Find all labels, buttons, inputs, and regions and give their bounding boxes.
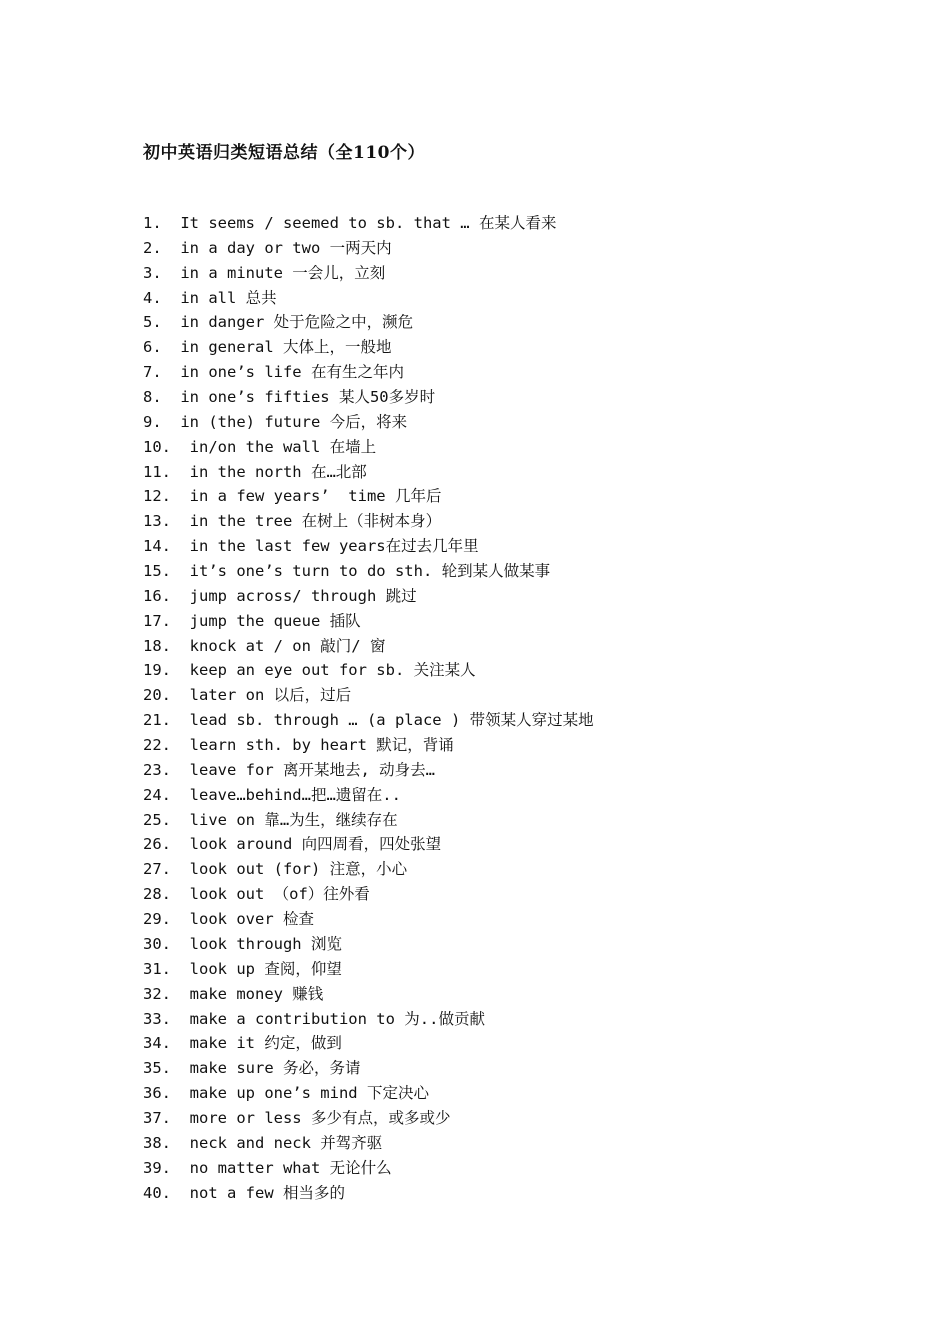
phrase-item: 21. lead sb. through … (a place ) 带领某人穿过某地 bbox=[143, 711, 594, 730]
phrase-item: 17. jump the queue 插队 bbox=[143, 611, 361, 630]
phrase-item: 40. not a few 相当多的 bbox=[143, 1183, 345, 1202]
phrase-item: 13. in the tree 在树上（非树本身） bbox=[143, 512, 442, 531]
phrase-item: 7. in one’s life 在有生之年内 bbox=[143, 363, 404, 382]
phrase-item: 8. in one’s fifties 某人50多岁时 bbox=[143, 388, 436, 407]
phrase-item: 3. in a minute 一会儿，立刻 bbox=[143, 263, 386, 282]
phrase-item: 14. in the last few years在过去几年里 bbox=[143, 537, 479, 556]
phrase-item: 1. It seems / seemed to sb. that … 在某人看来 bbox=[143, 214, 557, 232]
phrase-item: 4. in all 总共 bbox=[143, 288, 277, 307]
phrase-item: 28. look out （of）往外看 bbox=[143, 885, 370, 904]
phrase-item: 5. in danger 处于危险之中，濒危 bbox=[143, 313, 414, 332]
phrase-item: 2. in a day or two 一两天内 bbox=[143, 238, 392, 257]
phrase-item: 16. jump across/ through 跳过 bbox=[143, 586, 417, 605]
phrase-item: 36. make up one’s mind 下定决心 bbox=[143, 1084, 429, 1103]
phrase-item: 11. in the north 在…北部 bbox=[143, 462, 367, 481]
phrase-item: 39. no matter what 无论什么 bbox=[143, 1158, 392, 1177]
phrase-item: 26. look around 向四周看，四处张望 bbox=[143, 835, 442, 854]
phrase-item: 15. it’s one’s turn to do sth. 轮到某人做某事 bbox=[143, 562, 551, 581]
phrase-item: 12. in a few years’ time 几年后 bbox=[143, 487, 442, 506]
phrase-item: 10. in/on the wall 在墙上 bbox=[143, 437, 377, 456]
phrase-list bbox=[143, 211, 923, 1205]
phrase-item: 24. leave…behind…把…遗留在.. bbox=[143, 785, 401, 804]
phrase-item: 18. knock at / on 敲门/ 窗 bbox=[143, 636, 386, 655]
phrase-item: 6. in general 大体上，一般地 bbox=[143, 338, 392, 357]
phrase-item: 22. learn sth. by heart 默记，背诵 bbox=[143, 736, 454, 755]
phrase-item: 31. look up 查阅，仰望 bbox=[143, 959, 342, 978]
phrase-item: 25. live on 靠…为生，继续存在 bbox=[143, 810, 398, 829]
phrase-item: 30. look through 浏览 bbox=[143, 934, 342, 953]
phrase-item: 35. make sure 务必，务请 bbox=[143, 1059, 361, 1078]
phrase-item: 37. more or less 多少有点，或多或少 bbox=[143, 1108, 451, 1127]
phrase-item: 38. neck and neck 并驾齐驱 bbox=[143, 1133, 383, 1152]
phrase-item: 32. make money 赚钱 bbox=[143, 984, 324, 1003]
phrase-item: 34. make it 约定，做到 bbox=[143, 1034, 342, 1053]
phrase-item: 23. leave for 离开某地去, 动身去… bbox=[143, 760, 435, 779]
phrase-item: 9. in (the) future 今后，将来 bbox=[143, 412, 408, 431]
phrase-item: 19. keep an eye out for sb. 关注某人 bbox=[143, 661, 476, 680]
phrase-item: 27. look out (for) 注意，小心 bbox=[143, 860, 408, 879]
phrase-item: 33. make a contribution to 为..做贡献 bbox=[143, 1009, 485, 1028]
phrase-item: 20. later on 以后，过后 bbox=[143, 686, 352, 705]
phrase-item: 29. look over 检查 bbox=[143, 910, 314, 929]
document-title: 初中英语归类短语总结（全110个） bbox=[143, 143, 425, 163]
